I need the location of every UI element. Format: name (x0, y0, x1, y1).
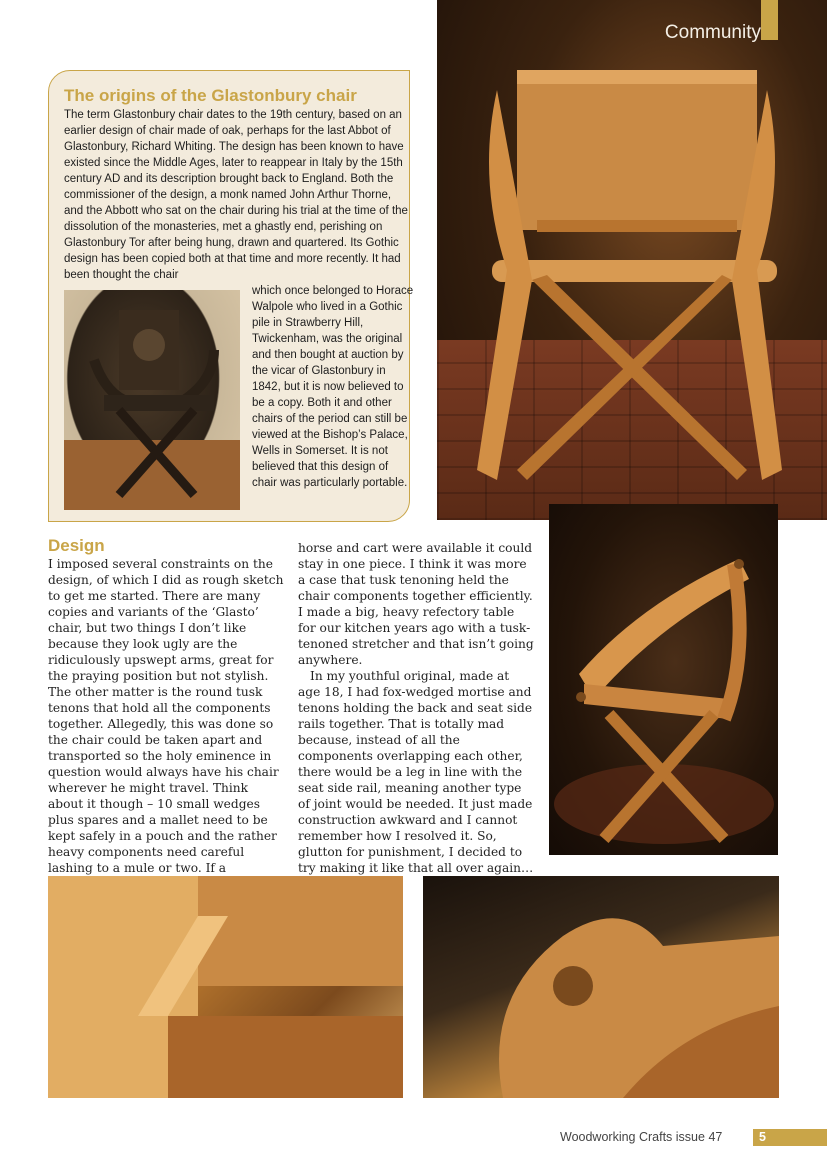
article-column-2 (298, 540, 534, 892)
side-chair-photo (549, 504, 778, 855)
page-number: 5 (753, 1129, 827, 1146)
article-col2-paragraph-2: In my youthful original, made at age 18, I had fox-wedged mortise and tenons holding the back and seat side rails together. That is totally mad because, instead of all the components overlapping each other, there would be a leg in line with the seat side rail, meaning another type of joint would be needed. It just made construction awkward and I cannot remember how I resolved it. So, glutton for punishment, I decided to try making it like that all over again… (298, 669, 534, 875)
sidebar-title: The origins of the Glastonbury chair (64, 86, 357, 105)
joint-detail-photo (48, 876, 403, 1098)
joint-detail-illustration (48, 876, 403, 1098)
section-accent-bar (761, 0, 778, 40)
publication-name: Woodworking Crafts issue 47 (560, 1130, 723, 1144)
sidebar-text-wrap: which once belonged to Horace Walpole who lived in a Gothic pile in Strawberry Hill, Twickenham, was the original and then bought at auction by the vicar of Glastonbury in 1842, but it is now believed to be a copy. Both it and other chairs of the period can still be viewed at the Bishop’s Palace, Wells in Somerset. It is not believed that this design of chair was particularly portable. (252, 285, 414, 489)
article-col2-paragraph-1: horse and cart were available it could stay in one piece. I think it was more a case that tusk tenoning held the chair components together efficiently. I made a big, heavy refectory table for our kitchen years ago with a tusk-tenoned stretcher and that isn’t going anywhere. (298, 541, 534, 667)
chair-illustration (437, 0, 827, 520)
antique-chair-illustration (64, 290, 240, 510)
article-column-1: I imposed several constraints on the design, of which I did as rough sketch to get me started. There are many copies and variants of the ‘Glasto’ chair, but two things I don’t like because they look ugly are the ridiculously upswept arms, great for the praying position but not stylish. The other matter is the round tusk tenons that hold all the components together. Allegedly, this was done so the chair could be taken apart and transported so the holy eminence in question would always have his chair wherever he might travel. Think about it though – 10 small wedges plus spares and a mallet need to be kept safely in a pouch and the rather heavy components need careful lashing to a mule or two. If a (48, 557, 284, 875)
design-heading: Design (48, 536, 105, 555)
antique-chair-photo (64, 290, 240, 510)
tenon-detail-photo (423, 876, 779, 1098)
section-label: Community (664, 22, 761, 43)
hero-chair-photo (437, 0, 827, 520)
side-chair-illustration (549, 504, 778, 855)
tenon-detail-illustration (423, 876, 779, 1098)
sidebar-text-top: The term Glastonbury chair dates to the 19th century, based on an earlier design of chair made of oak, perhaps for the last Abbot of Glastonbury, Richard Whiting. The design has been known to have existed since the Middle Ages, later to reappear in Italy by the 15th century AD and its description brought back to England. Both the commissioner of the design, a monk named John Arthur Thorne, and the Abbott who sat on the chair during his trial at the time of the dissolution of the monasteries, met a ghastly end, perishing on Glastonbury Tor after being hung, drawn and quartered. Its Gothic design has been copied both at that time and more recently. It had been thought the chair (64, 109, 408, 281)
